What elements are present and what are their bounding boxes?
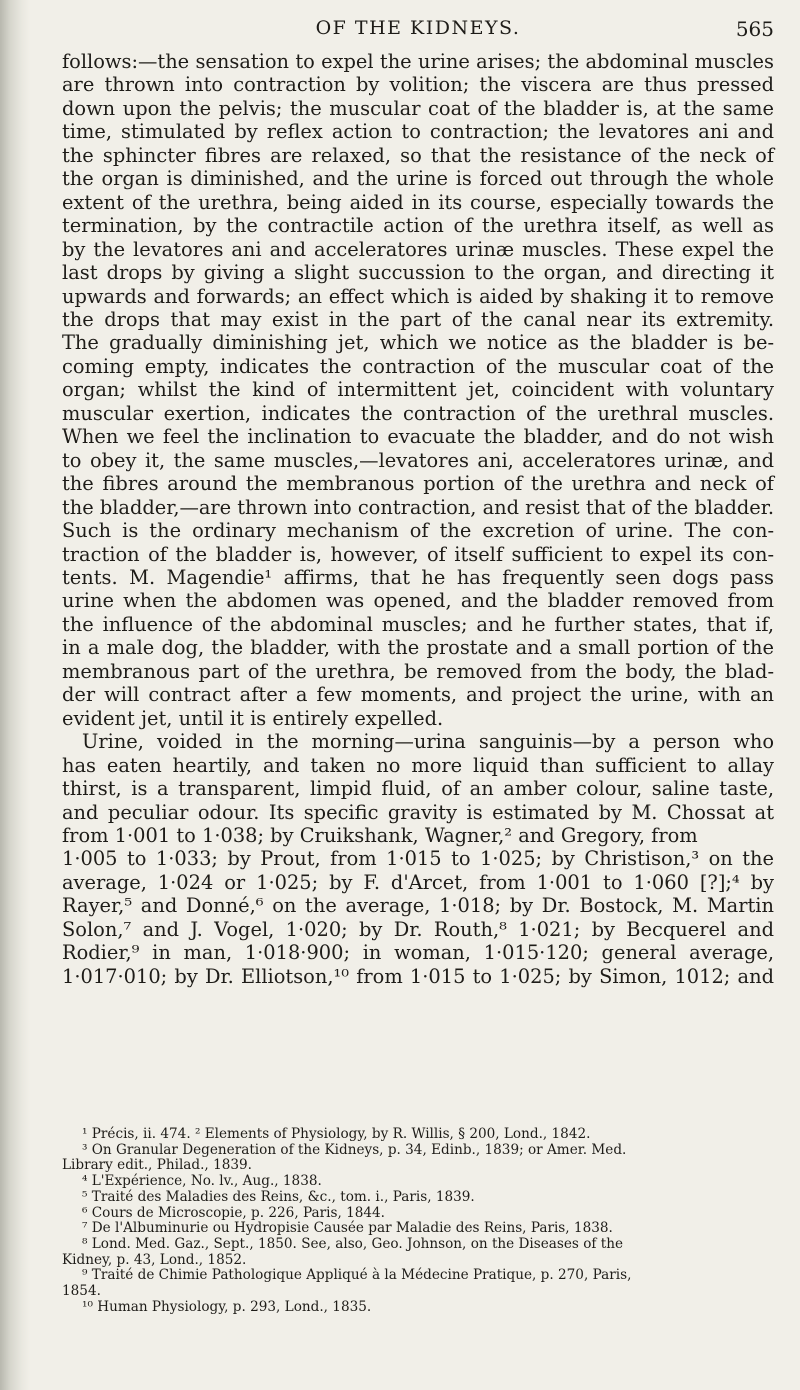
running-title: OF THE KIDNEYS. [315,17,521,39]
text-line: thirst, is a transparent, limpid fluid, of an amber colour, saline taste, [62,777,774,801]
text-line: follows:—the sensation to expel the urine arises; the abdominal muscles [62,50,774,73]
text-line: muscular exertion, indicates the contraction of the urethral muscles. [62,401,774,425]
text-line: to obey it, the same muscles,—levatores ani, acceleratores urinæ, and [62,448,774,472]
footnote-continuation: Kidney, p. 43, Lond., 1852. [62,1251,247,1268]
text-line: upwards and forwards; an effect which is aided by shaking it to remove [62,284,774,308]
text-line: 1·005 to 1·033; by Prout, from 1·015 to 1·025; by Christison,³ on the [62,847,774,871]
footnote-continuation: Library edit., Philad., 1839. [62,1157,252,1174]
footnote: ³ On Granular Degeneration of the Kidneys, p. 34, Edinb., 1839; or Amer. Med. [82,1141,627,1158]
text-line: in a male dog, the bladder, with the prostate and a small portion of the [62,636,774,660]
text-line: the organ is diminished, and the urine is forced out through the whole [62,167,774,191]
text-line: down upon the pelvis; the muscular coat of the bladder is, at the same [62,96,774,120]
footnote-continuation: 1854. [62,1283,101,1300]
footnote: ⁸ Lond. Med. Gaz., Sept., 1850. See, also, Geo. Johnson, on the Diseases of the [82,1235,624,1252]
text-line: are thrown into contraction by volition; the viscera are thus pressed [62,73,774,97]
text-line: the drops that may exist in the part of the canal near its extremity. [62,307,774,331]
text-line: Rodier,⁹ in man, 1·018·900; in woman, 1·015·120; general average, [62,941,774,965]
text-line: membranous part of the urethra, be removed from the body, the blad- [62,659,774,683]
text-line: has eaten heartily, and taken no more liquid than sufficient to allay [62,753,774,777]
text-line: last drops by giving a slight succussion to the organ, and directing it [62,261,774,285]
footnote: ¹⁰ Human Physiology, p. 293, Lond., 1835. [82,1298,372,1315]
text-line: Solon,⁷ and J. Vogel, 1·020; by Dr. Routh,⁸ 1·021; by Becquerel and [62,917,774,941]
text-line: The gradually diminishing jet, which we notice as the bladder is be- [62,331,774,355]
text-line: the sphincter fibres are relaxed, so that the resistance of the neck of [62,143,774,167]
footnote: ¹ Précis, ii. 474. ² Elements of Physiology, by R. Willis, § 200, Lond., 1842. [82,1126,591,1142]
footnote: ⁶ Cours de Microscopie, p. 226, Paris, 1844. [82,1204,385,1221]
footnotes [62,1127,772,1315]
page-gutter-shadow [0,0,30,1390]
text-line: tents. M. Magendie¹ affirms, that he has frequently seen dogs pass [62,565,774,589]
paragraph-start-line: Urine, voided in the morning—urina sanguinis—by a person who [82,730,774,754]
footnote: ⁷ De l'Albuminurie ou Hydropisie Causée par Maladie des Reins, Paris, 1838. [82,1220,613,1237]
text-line: evident jet, until it is entirely expelled. [62,706,444,730]
footnote: ⁴ L'Expérience, No. lv., Aug., 1838. [82,1173,322,1190]
text-line: 1·017·010; by Dr. Elliotson,¹⁰ from 1·015 to 1·025; by Simon, 1012; and [62,964,774,988]
body-text [62,50,780,988]
text-line: the bladder,—are thrown into contraction, and resist that of the bladder. [62,495,774,519]
text-line: organ; whilst the kind of intermittent jet, coincident with voluntary [62,378,774,402]
text-line: traction of the bladder is, however, of itself sufficient to expel its con- [62,542,774,566]
text-line: by the levatores ani and acceleratores urinæ muscles. These expel the [62,237,774,261]
text-line: urine when the abdomen was opened, and the bladder removed from [62,589,774,613]
text-line: the influence of the abdominal muscles; and he further states, that if, [62,612,774,636]
text-line: and peculiar odour. Its specific gravity is estimated by M. Chossat at [62,800,774,824]
text-line: coming empty, indicates the contraction of the muscular coat of the [62,354,774,378]
footnote: ⁹ Traité de Chimie Pathologique Appliqué à la Médecine Pratique, p. 270, Paris, [82,1267,632,1284]
text-line: extent of the urethra, being aided in its course, especially towards the [62,190,774,214]
text-line: der will contract after a few moments, and project the urine, with an [62,683,774,707]
text-line: average, 1·024 or 1·025; by F. d'Arcet, from 1·001 to 1·060 [?];⁴ by [62,870,774,894]
text-line: termination, by the contractile action of the urethra itself, as well as [62,214,774,238]
text-line: Rayer,⁵ and Donné,⁶ on the average, 1·018; by Dr. Bostock, M. Martin [62,894,774,918]
page-number: 565 [735,17,774,41]
text-line: Such is the ordinary mechanism of the excretion of urine. The con- [62,519,774,543]
text-line: the fibres around the membranous portion of the urethra and neck of [62,472,774,496]
page-header [62,17,774,51]
text-line: from 1·001 to 1·038; by Cruikshank, Wagner,² and Gregory, from [62,823,698,847]
text-line: When we feel the inclination to evacuate the bladder, and do not wish [62,425,774,449]
text-line: time, stimulated by reflex action to contraction; the levatores ani and [62,120,774,144]
footnote: ⁵ Traité des Maladies des Reins, &c., tom. i., Paris, 1839. [82,1188,475,1205]
